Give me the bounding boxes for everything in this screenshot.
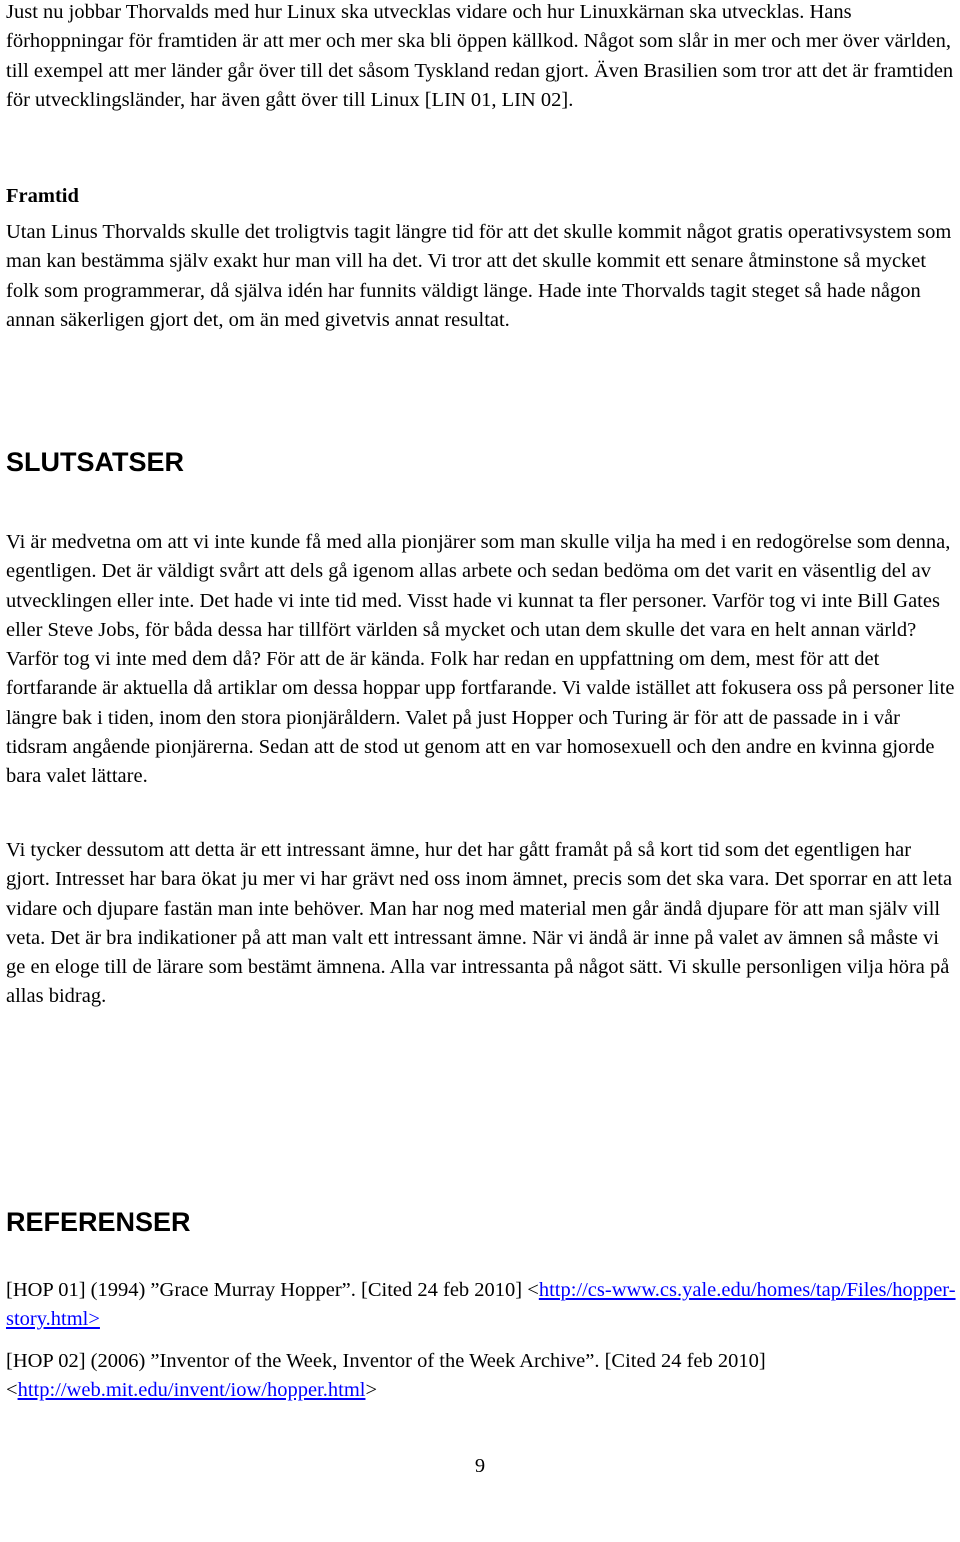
- intro-paragraph: Just nu jobbar Thorvalds med hur Linux ska utvecklas vidare och hur Linuxkärnan ska utvecklas. Hans förhoppningar för framtiden är att mer och mer ska bli öppen källkod. Något som slår in mer och mer över världen, till exempel att mer länder går över till det såsom Tyskland redan gjort. Även Brasilien som tror att det är framtiden för utvecklingsländer, har även gått över till Linux [LIN 01, LIN 02].: [6, 1, 954, 111]
- referenser-heading: REFERENSER: [6, 1207, 191, 1237]
- reference-link[interactable]: http://web.mit.edu/invent/iow/hopper.html: [17, 1379, 366, 1402]
- slutsatser-paragraph-2: Vi tycker dessutom att detta är ett intressant ämne, hur det har gått framåt på så kort tid som det egentligen har gjort. Intresset har bara ökat ju mer vi har grävt ned oss inom ämnet, precis som det ska vara. Det sporrar en att leta vidare och djupare fastän man inte behöver. Man har nog med material men går ändå djupare för att man själv vill veta. Det är bra indikationer på att man valt ett intressant ämne. När vi ändå är inne på valet av ämnen så måste vi ge en eloge till de lärare som bestämt ämnena. Alla var intressanta på något sätt. Vi skulle personligen vilja höra på allas bidrag.: [6, 839, 953, 1008]
- reference-text: [HOP 02] (2006) ”Inventor of the Week, Inventor of the Week Archive”. [Cited 24 feb 2010]<: [6, 1350, 766, 1402]
- slutsatser-heading: SLUTSATSER: [6, 447, 185, 477]
- reference-hop-02: [6, 1347, 956, 1406]
- framtid-paragraph: Utan Linus Thorvalds skulle det troligtvis tagit längre tid för att det skulle kommit något gratis operativsystem som man kan bestämma själv exakt hur man vill ha det. Vi tror att det skulle kommit ett senare åtminstone så mycket folk som programmerar, då själva idén har funnits väldigt länge. Hade inte Thorvalds tagit steget så hade någon annan säkerligen gjort det, om än med givetvis annat resultat.: [6, 221, 952, 331]
- reference-link[interactable]: http://cs-www.cs.yale.edu/homes/tap/Files/hopper-story.html>: [6, 1279, 956, 1331]
- slutsatser-paragraph-1: Vi är medvetna om att vi inte kunde få med alla pionjärer som man skulle vilja ha med i en redogörelse som denna, egentligen. Det är väldigt svårt att dels gå igenom allas arbete och sedan bedöma om det varit en väsentlig del av utvecklingen eller inte. Det hade vi inte tid med. Visst hade vi kunnat ta fler personer. Varför tog vi inte Bill Gates eller Steve Jobs, för båda dessa har tillfört världen så mycket och utan dem skulle det vara en helt annan värld? Varför tog vi inte med dem då? För att de är kända. Folk har redan en uppfattning om dem, mest för att det fortfarande är aktuella då artiklar om dessa hoppar upp fortfarande. Vi valde istället att fokusera oss på personer lite längre bak i tiden, inom den stora pionjäråldern. Valet på just Hopper och Turing är för att de passade in i vår tidsram angående pionjärerna. Sedan att de stod ut genom att en var homosexuell och den andre en kvinna gjorde bara valet lättare.: [6, 531, 955, 788]
- page-number: 9: [474, 1455, 486, 1477]
- framtid-heading: Framtid: [6, 185, 79, 207]
- reference-suffix: >: [365, 1379, 378, 1402]
- reference-text: [HOP 01] (1994) ”Grace Murray Hopper”. [Cited 24 feb 2010] <: [6, 1279, 539, 1301]
- reference-hop-01: [6, 1276, 956, 1335]
